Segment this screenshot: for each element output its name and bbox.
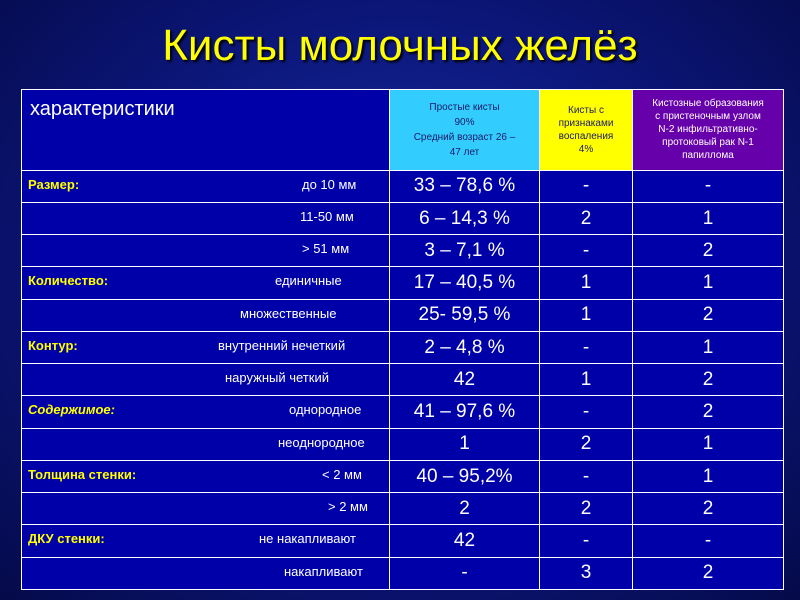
row-category: Размер: [28,176,80,192]
row-subcategory: до 10 мм [302,176,357,192]
row-subcategory: множественные [240,305,337,321]
header-characteristics: характеристики [22,90,390,171]
cell-simple: 41 – 97,6 % [390,396,540,428]
row-category: Количество: [28,273,109,289]
table-row [22,267,784,299]
cell-cystic: 2 [633,396,784,428]
table-row [22,364,784,396]
header-inflamed-cysts [540,90,633,171]
cell-inflamed: - [540,396,633,428]
cell-inflamed: 2 [540,202,633,234]
header-line: 47 лет [449,146,480,158]
cell-cystic: 1 [633,331,784,363]
row-subcategory: единичные [275,273,342,289]
row-category: ДКУ стенки: [28,531,105,547]
header-line: N-2 инфильтративно- [658,124,758,136]
row-subcategory: < 2 мм [322,466,362,482]
table-row [22,460,784,492]
cell-simple: 42 [390,525,540,557]
table-row [22,235,784,267]
cell-inflamed: 3 [540,557,633,589]
cell-simple: 3 – 7,1 % [390,235,540,267]
header-line: 90% [454,116,475,128]
row-subcategory: 11-50 мм [300,208,354,224]
cell-simple: 6 – 14,3 % [390,202,540,234]
cell-simple: 33 – 78,6 % [390,170,540,202]
cell-simple: 2 – 4,8 % [390,331,540,363]
cell-simple: 42 [390,364,540,396]
table-row [22,493,784,525]
cell-inflamed: 1 [540,299,633,331]
table-header-row [22,90,784,171]
cell-cystic: 1 [633,202,784,234]
cell-inflamed: - [540,525,633,557]
header-simple-cysts [390,90,540,171]
cell-cystic: 2 [633,557,784,589]
cell-cystic: 2 [633,493,784,525]
table-row [22,428,784,460]
row-category: Содержимое: [28,402,115,418]
table-row [22,396,784,428]
cell-simple: 40 – 95,2% [390,460,540,492]
row-subcategory: наружный четкий [225,370,329,386]
cell-inflamed: - [540,460,633,492]
header-cystic-formations [633,90,784,171]
row-subcategory: внутренний нечеткий [218,337,346,353]
cell-cystic: 1 [633,428,784,460]
cell-inflamed: 1 [540,267,633,299]
cell-simple: 2 [390,493,540,525]
header-line: воспаления [558,130,614,142]
header-line: Простые кисты [429,101,500,113]
table-row [22,557,784,589]
page-title: Кисты молочных желёз [162,21,638,70]
header-line: 4% [578,143,594,155]
row-subcategory: однородное [289,402,362,418]
cell-inflamed: 1 [540,364,633,396]
header-line: папиллома [682,150,734,162]
header-line: признаками [558,117,614,129]
row-subcategory: > 2 мм [328,499,368,515]
header-line: Кистозные образования [652,98,764,110]
header-line: с пристеночным узлом [655,111,761,123]
row-subcategory: > 51 мм [302,241,350,257]
header-line: Кисты с [568,104,604,116]
row-subcategory: не накапливают [259,531,356,547]
header-line: протоковый рак N-1 [662,137,754,149]
cell-cystic: 2 [633,235,784,267]
cell-inflamed: - [540,235,633,267]
cell-inflamed: - [540,331,633,363]
table-row [22,170,784,202]
table-row [22,331,784,363]
table-row [22,299,784,331]
cell-cystic: 1 [633,460,784,492]
header-line: Средний возраст 26 – [413,131,516,143]
cell-inflamed: - [540,170,633,202]
cell-cystic: - [633,525,784,557]
row-subcategory: неоднородное [278,434,365,450]
row-subcategory: накапливают [284,563,363,579]
cell-cystic: 2 [633,364,784,396]
row-category: Толщина стенки: [28,466,137,482]
cysts-table [21,89,784,590]
cell-cystic: 1 [633,267,784,299]
cell-simple: 25- 59,5 % [390,299,540,331]
cell-cystic: 2 [633,299,784,331]
cell-simple: 1 [390,428,540,460]
cell-simple: - [390,557,540,589]
cell-inflamed: 2 [540,493,633,525]
cell-simple: 17 – 40,5 % [390,267,540,299]
cell-cystic: - [633,170,784,202]
row-category: Контур: [28,337,78,353]
table-row [22,525,784,557]
table-row [22,202,784,234]
cell-inflamed: 2 [540,428,633,460]
